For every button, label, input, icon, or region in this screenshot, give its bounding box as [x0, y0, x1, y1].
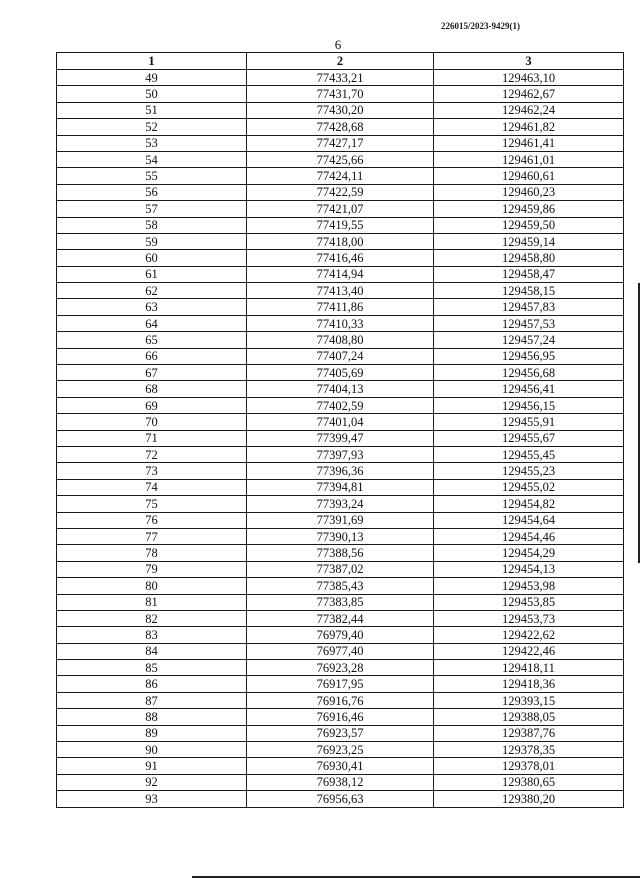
x-coordinate-cell: 77414,94: [247, 266, 434, 282]
point-number-cell: 61: [57, 266, 247, 282]
y-coordinate-cell: 129462,24: [434, 102, 624, 118]
x-coordinate-cell: 77416,46: [247, 250, 434, 266]
point-number-cell: 91: [57, 758, 247, 774]
x-coordinate-cell: 77397,93: [247, 446, 434, 462]
x-coordinate-cell: 77410,33: [247, 315, 434, 331]
point-number-cell: 75: [57, 496, 247, 512]
table-row: [57, 283, 624, 299]
table-row: [57, 299, 624, 315]
table-row: [57, 725, 624, 741]
point-number-cell: 56: [57, 184, 247, 200]
point-number-cell: 67: [57, 365, 247, 381]
point-number-cell: 72: [57, 446, 247, 462]
table-row: [57, 119, 624, 135]
point-number-cell: 89: [57, 725, 247, 741]
column-header-3: 3: [434, 53, 624, 70]
table-row: [57, 430, 624, 446]
x-coordinate-cell: 77407,24: [247, 348, 434, 364]
point-number-cell: 93: [57, 791, 247, 807]
x-coordinate-cell: 76916,76: [247, 692, 434, 708]
point-number-cell: 92: [57, 774, 247, 790]
point-number-cell: 84: [57, 643, 247, 659]
y-coordinate-cell: 129458,47: [434, 266, 624, 282]
x-coordinate-cell: 76923,28: [247, 660, 434, 676]
y-coordinate-cell: 129455,91: [434, 414, 624, 430]
table-row: [57, 217, 624, 233]
table-row: [57, 168, 624, 184]
table-row: [57, 250, 624, 266]
y-coordinate-cell: 129456,41: [434, 381, 624, 397]
table-row: [57, 70, 624, 86]
y-coordinate-cell: 129453,98: [434, 578, 624, 594]
point-number-cell: 59: [57, 233, 247, 249]
y-coordinate-cell: 129461,82: [434, 119, 624, 135]
x-coordinate-cell: 77428,68: [247, 119, 434, 135]
table-row: [57, 414, 624, 430]
x-coordinate-cell: 77431,70: [247, 86, 434, 102]
x-coordinate-cell: 77399,47: [247, 430, 434, 446]
y-coordinate-cell: 129461,41: [434, 135, 624, 151]
point-number-cell: 52: [57, 119, 247, 135]
table-row: [57, 676, 624, 692]
y-coordinate-cell: 129459,14: [434, 233, 624, 249]
bottom-rule: [192, 876, 640, 878]
y-coordinate-cell: 129460,61: [434, 168, 624, 184]
table-row: [57, 397, 624, 413]
table-row: [57, 660, 624, 676]
x-coordinate-cell: 76923,25: [247, 742, 434, 758]
point-number-cell: 55: [57, 168, 247, 184]
x-coordinate-cell: 77424,11: [247, 168, 434, 184]
y-coordinate-cell: 129454,64: [434, 512, 624, 528]
y-coordinate-cell: 129462,67: [434, 86, 624, 102]
x-coordinate-cell: 77433,21: [247, 70, 434, 86]
table-row: [57, 791, 624, 807]
column-header-1: 1: [57, 53, 247, 70]
point-number-cell: 60: [57, 250, 247, 266]
table-row: [57, 233, 624, 249]
y-coordinate-cell: 129457,24: [434, 332, 624, 348]
x-coordinate-cell: 77421,07: [247, 201, 434, 217]
x-coordinate-cell: 77401,04: [247, 414, 434, 430]
x-coordinate-cell: 77404,13: [247, 381, 434, 397]
y-coordinate-cell: 129457,53: [434, 315, 624, 331]
point-number-cell: 90: [57, 742, 247, 758]
y-coordinate-cell: 129422,46: [434, 643, 624, 659]
point-number-cell: 69: [57, 397, 247, 413]
point-number-cell: 58: [57, 217, 247, 233]
table-row: [57, 479, 624, 495]
x-coordinate-cell: 77385,43: [247, 578, 434, 594]
table-row: [57, 528, 624, 544]
point-number-cell: 64: [57, 315, 247, 331]
y-coordinate-cell: 129456,68: [434, 365, 624, 381]
document-number: 226015/2023-9429(1): [441, 21, 520, 31]
y-coordinate-cell: 129456,95: [434, 348, 624, 364]
y-coordinate-cell: 129388,05: [434, 709, 624, 725]
x-coordinate-cell: 76938,12: [247, 774, 434, 790]
point-number-cell: 79: [57, 561, 247, 577]
x-coordinate-cell: 77388,56: [247, 545, 434, 561]
table-row: [57, 512, 624, 528]
table-row: [57, 184, 624, 200]
point-number-cell: 57: [57, 201, 247, 217]
y-coordinate-cell: 129459,86: [434, 201, 624, 217]
x-coordinate-cell: 77405,69: [247, 365, 434, 381]
y-coordinate-cell: 129455,67: [434, 430, 624, 446]
y-coordinate-cell: 129453,85: [434, 594, 624, 610]
point-number-cell: 85: [57, 660, 247, 676]
x-coordinate-cell: 77418,00: [247, 233, 434, 249]
point-number-cell: 82: [57, 610, 247, 626]
x-coordinate-cell: 77427,17: [247, 135, 434, 151]
x-coordinate-cell: 77383,85: [247, 594, 434, 610]
point-number-cell: 77: [57, 528, 247, 544]
table-row: [57, 315, 624, 331]
x-coordinate-cell: 77413,40: [247, 283, 434, 299]
y-coordinate-cell: 129380,65: [434, 774, 624, 790]
point-number-cell: 71: [57, 430, 247, 446]
y-coordinate-cell: 129454,13: [434, 561, 624, 577]
table-row: [57, 578, 624, 594]
x-coordinate-cell: 77393,24: [247, 496, 434, 512]
x-coordinate-cell: 77382,44: [247, 610, 434, 626]
x-coordinate-cell: 77422,59: [247, 184, 434, 200]
table-row: [57, 627, 624, 643]
x-coordinate-cell: 77419,55: [247, 217, 434, 233]
table-row: [57, 742, 624, 758]
table-row: [57, 774, 624, 790]
x-coordinate-cell: 77411,86: [247, 299, 434, 315]
table-row: [57, 463, 624, 479]
y-coordinate-cell: 129393,15: [434, 692, 624, 708]
x-coordinate-cell: 77425,66: [247, 151, 434, 167]
table-row: [57, 545, 624, 561]
y-coordinate-cell: 129459,50: [434, 217, 624, 233]
y-coordinate-cell: 129422,62: [434, 627, 624, 643]
point-number-cell: 50: [57, 86, 247, 102]
point-number-cell: 87: [57, 692, 247, 708]
table-row: [57, 201, 624, 217]
y-coordinate-cell: 129455,45: [434, 446, 624, 462]
x-coordinate-cell: 77430,20: [247, 102, 434, 118]
page-number: 6: [334, 37, 342, 52]
table-row: [57, 446, 624, 462]
x-coordinate-cell: 77391,69: [247, 512, 434, 528]
y-coordinate-cell: 129418,36: [434, 676, 624, 692]
table-row: [57, 758, 624, 774]
y-coordinate-cell: 129455,02: [434, 479, 624, 495]
point-number-cell: 53: [57, 135, 247, 151]
point-number-cell: 65: [57, 332, 247, 348]
table-row: [57, 365, 624, 381]
x-coordinate-cell: 76916,46: [247, 709, 434, 725]
point-number-cell: 54: [57, 151, 247, 167]
table-row: [57, 102, 624, 118]
y-coordinate-cell: 129454,29: [434, 545, 624, 561]
point-number-cell: 78: [57, 545, 247, 561]
x-coordinate-cell: 77387,02: [247, 561, 434, 577]
table-row: [57, 381, 624, 397]
y-coordinate-cell: 129378,35: [434, 742, 624, 758]
point-number-cell: 70: [57, 414, 247, 430]
y-coordinate-cell: 129458,15: [434, 283, 624, 299]
table-row: [57, 332, 624, 348]
x-coordinate-cell: 77394,81: [247, 479, 434, 495]
point-number-cell: 63: [57, 299, 247, 315]
y-coordinate-cell: 129454,46: [434, 528, 624, 544]
point-number-cell: 86: [57, 676, 247, 692]
table-row: [57, 86, 624, 102]
y-coordinate-cell: 129418,11: [434, 660, 624, 676]
x-coordinate-cell: 77396,36: [247, 463, 434, 479]
y-coordinate-cell: 129461,01: [434, 151, 624, 167]
point-number-cell: 83: [57, 627, 247, 643]
y-coordinate-cell: 129387,76: [434, 725, 624, 741]
coordinates-table: [56, 52, 624, 808]
x-coordinate-cell: 77402,59: [247, 397, 434, 413]
y-coordinate-cell: 129456,15: [434, 397, 624, 413]
x-coordinate-cell: 76956,63: [247, 791, 434, 807]
y-coordinate-cell: 129378,01: [434, 758, 624, 774]
x-coordinate-cell: 76977,40: [247, 643, 434, 659]
point-number-cell: 81: [57, 594, 247, 610]
x-coordinate-cell: 76930,41: [247, 758, 434, 774]
y-coordinate-cell: 129463,10: [434, 70, 624, 86]
point-number-cell: 74: [57, 479, 247, 495]
y-coordinate-cell: 129453,73: [434, 610, 624, 626]
x-coordinate-cell: 77408,80: [247, 332, 434, 348]
y-coordinate-cell: 129380,20: [434, 791, 624, 807]
table-row: [57, 561, 624, 577]
table-row: [57, 594, 624, 610]
y-coordinate-cell: 129455,23: [434, 463, 624, 479]
y-coordinate-cell: 129458,80: [434, 250, 624, 266]
table-row: [57, 135, 624, 151]
point-number-cell: 88: [57, 709, 247, 725]
table-body: [57, 70, 624, 808]
point-number-cell: 62: [57, 283, 247, 299]
y-coordinate-cell: 129457,83: [434, 299, 624, 315]
table-header-row: [57, 53, 624, 70]
point-number-cell: 66: [57, 348, 247, 364]
y-coordinate-cell: 129454,82: [434, 496, 624, 512]
point-number-cell: 49: [57, 70, 247, 86]
point-number-cell: 51: [57, 102, 247, 118]
y-coordinate-cell: 129460,23: [434, 184, 624, 200]
table-row: [57, 348, 624, 364]
point-number-cell: 68: [57, 381, 247, 397]
table-row: [57, 643, 624, 659]
table-row: [57, 496, 624, 512]
table-header: [57, 53, 624, 70]
column-header-2: 2: [247, 53, 434, 70]
table-row: [57, 709, 624, 725]
point-number-cell: 80: [57, 578, 247, 594]
x-coordinate-cell: 77390,13: [247, 528, 434, 544]
table-row: [57, 151, 624, 167]
point-number-cell: 76: [57, 512, 247, 528]
table-row: [57, 692, 624, 708]
x-coordinate-cell: 76917,95: [247, 676, 434, 692]
point-number-cell: 73: [57, 463, 247, 479]
table-row: [57, 266, 624, 282]
x-coordinate-cell: 76979,40: [247, 627, 434, 643]
x-coordinate-cell: 76923,57: [247, 725, 434, 741]
table-row: [57, 610, 624, 626]
